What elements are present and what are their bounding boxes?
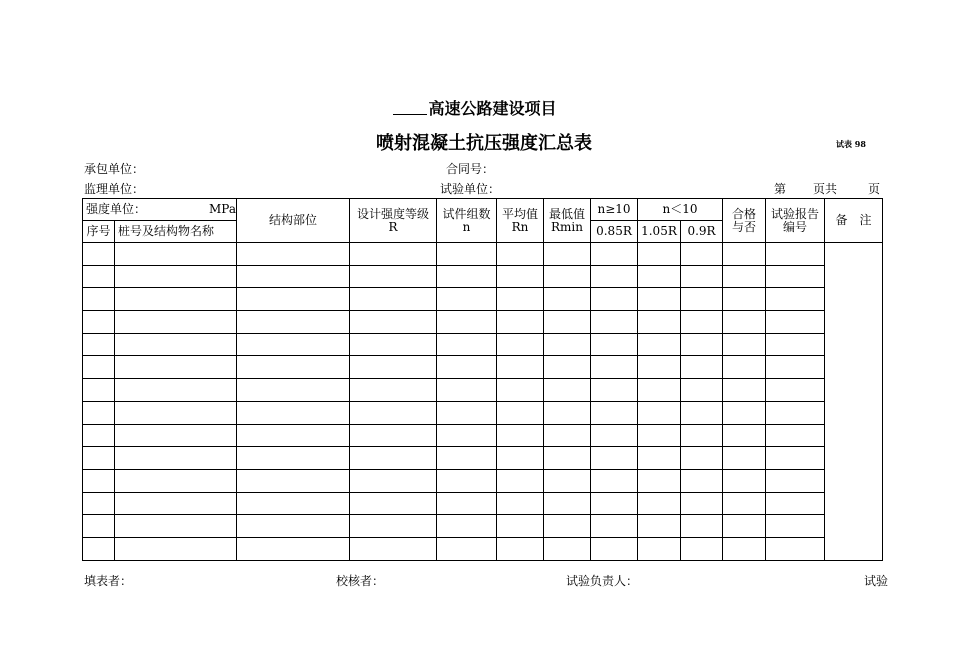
table-cell[interactable] <box>497 379 544 402</box>
table-cell[interactable] <box>350 265 437 288</box>
table-cell[interactable] <box>350 447 437 470</box>
table-row <box>83 492 883 515</box>
table-cell[interactable] <box>766 424 825 447</box>
table-cell[interactable] <box>115 469 237 492</box>
pile-header: 桩号及结构物名称 <box>115 221 237 243</box>
table-cell[interactable] <box>638 333 681 356</box>
table-cell[interactable] <box>766 401 825 424</box>
table-row <box>83 537 883 560</box>
table-cell[interactable] <box>115 401 237 424</box>
table-cell[interactable] <box>83 379 115 402</box>
table-cell[interactable] <box>237 515 350 538</box>
table-cell[interactable] <box>723 265 766 288</box>
table-cell[interactable] <box>237 401 350 424</box>
table-cell[interactable] <box>591 469 638 492</box>
table-cell[interactable] <box>591 401 638 424</box>
table-cell[interactable] <box>638 424 681 447</box>
table-cell[interactable] <box>115 537 237 560</box>
strength-unit-value: MPa <box>209 202 236 216</box>
table-cell[interactable] <box>766 537 825 560</box>
table-cell[interactable] <box>638 288 681 311</box>
table-cell[interactable] <box>766 379 825 402</box>
table-cell[interactable] <box>591 356 638 379</box>
page-label-2: 页共 <box>813 182 838 196</box>
table-cell[interactable] <box>681 243 723 266</box>
table-cell[interactable] <box>83 469 115 492</box>
table-cell[interactable] <box>681 492 723 515</box>
table-cell[interactable] <box>544 356 591 379</box>
table-cell[interactable] <box>237 243 350 266</box>
table-cell[interactable] <box>437 379 497 402</box>
table-cell[interactable] <box>350 243 437 266</box>
table-cell[interactable] <box>350 333 437 356</box>
table-cell[interactable] <box>681 515 723 538</box>
09r-header: 0.9R <box>681 221 723 243</box>
table-cell[interactable] <box>766 356 825 379</box>
table-cell[interactable] <box>437 356 497 379</box>
table-cell[interactable] <box>723 537 766 560</box>
table-cell[interactable] <box>723 469 766 492</box>
table-cell[interactable] <box>83 265 115 288</box>
table-cell[interactable] <box>237 537 350 560</box>
table-cell[interactable] <box>681 401 723 424</box>
project-title <box>0 96 950 119</box>
table-body <box>83 243 883 561</box>
report-label-2: 编号 <box>782 219 807 234</box>
project-title-text: 高速公路建设项目 <box>428 99 557 118</box>
table-cell[interactable] <box>83 401 115 424</box>
design-strength-symbol: R <box>388 219 398 234</box>
table-cell[interactable] <box>723 447 766 470</box>
table-cell[interactable] <box>83 424 115 447</box>
table-cell[interactable] <box>544 243 591 266</box>
table-cell[interactable] <box>83 311 115 334</box>
table-cell[interactable] <box>591 424 638 447</box>
table-cell[interactable] <box>638 356 681 379</box>
table-cell[interactable] <box>437 537 497 560</box>
table-cell[interactable] <box>237 356 350 379</box>
table-cell[interactable] <box>83 288 115 311</box>
table-cell[interactable] <box>591 288 638 311</box>
table-cell[interactable] <box>437 333 497 356</box>
table-cell[interactable] <box>497 401 544 424</box>
table-cell[interactable] <box>638 492 681 515</box>
supervisor-label: 监理单位： <box>84 182 145 196</box>
page-label-3: 页 <box>868 182 881 196</box>
table-row <box>83 447 883 470</box>
design-strength-header <box>350 199 437 243</box>
table-cell[interactable] <box>681 424 723 447</box>
table-cell[interactable] <box>437 424 497 447</box>
table-cell[interactable] <box>723 288 766 311</box>
contractor-label: 承包单位： <box>84 162 145 176</box>
form-number: 试表 98 <box>836 139 866 149</box>
test-unit-label: 试验单位： <box>440 182 501 196</box>
table-cell[interactable] <box>723 243 766 266</box>
table-cell[interactable] <box>591 379 638 402</box>
table-cell[interactable] <box>723 379 766 402</box>
table-cell[interactable] <box>115 515 237 538</box>
table-cell[interactable] <box>350 311 437 334</box>
table-cell[interactable] <box>544 492 591 515</box>
average-symbol: Rn <box>511 219 529 234</box>
table-cell[interactable] <box>350 401 437 424</box>
table-cell[interactable] <box>723 492 766 515</box>
table-row <box>83 288 883 311</box>
table-cell[interactable] <box>497 515 544 538</box>
table-cell[interactable] <box>681 469 723 492</box>
table-cell[interactable] <box>437 288 497 311</box>
pass-label-2: 与否 <box>731 219 756 234</box>
table-cell[interactable] <box>115 447 237 470</box>
table-cell[interactable] <box>237 311 350 334</box>
table-cell[interactable] <box>237 424 350 447</box>
contract-no-label: 合同号： <box>446 162 495 176</box>
table-cell[interactable] <box>544 515 591 538</box>
table-cell[interactable] <box>544 288 591 311</box>
table-cell[interactable] <box>437 265 497 288</box>
table-cell[interactable] <box>237 265 350 288</box>
minimum-symbol: Rmin <box>551 219 583 234</box>
table-cell[interactable] <box>83 447 115 470</box>
report-header <box>766 199 825 243</box>
table-cell[interactable] <box>544 333 591 356</box>
table-cell[interactable] <box>437 243 497 266</box>
table-cell[interactable] <box>544 401 591 424</box>
table-cell[interactable] <box>591 515 638 538</box>
table-cell[interactable] <box>83 537 115 560</box>
average-label: 平均值 <box>501 206 538 221</box>
table-cell[interactable] <box>237 333 350 356</box>
table-cell[interactable] <box>723 333 766 356</box>
table-cell[interactable] <box>497 424 544 447</box>
table-cell[interactable] <box>723 515 766 538</box>
table-cell[interactable] <box>437 311 497 334</box>
table-cell[interactable] <box>437 447 497 470</box>
table-cell[interactable] <box>681 311 723 334</box>
average-header <box>497 199 544 243</box>
table-cell[interactable] <box>681 265 723 288</box>
table-cell[interactable] <box>115 492 237 515</box>
table-cell[interactable] <box>350 469 437 492</box>
table-row <box>83 356 883 379</box>
strength-unit-cell <box>83 199 237 221</box>
table-cell[interactable] <box>115 311 237 334</box>
table-cell[interactable] <box>437 469 497 492</box>
table-cell[interactable] <box>497 537 544 560</box>
seq-header: 序号 <box>83 221 115 243</box>
table-cell[interactable] <box>237 379 350 402</box>
table-row <box>83 469 883 492</box>
table-cell[interactable] <box>237 492 350 515</box>
table-cell[interactable] <box>591 311 638 334</box>
table-cell[interactable] <box>591 447 638 470</box>
strength-unit-label: 强度单位： <box>86 202 147 216</box>
table-cell[interactable] <box>350 288 437 311</box>
table-cell[interactable] <box>497 469 544 492</box>
design-strength-label: 设计强度等级 <box>356 206 429 221</box>
table-cell[interactable] <box>766 515 825 538</box>
table-cell[interactable] <box>350 424 437 447</box>
table-cell[interactable] <box>591 243 638 266</box>
table-cell[interactable] <box>766 288 825 311</box>
table-row <box>83 424 883 447</box>
table-cell[interactable] <box>681 356 723 379</box>
table-cell[interactable] <box>437 401 497 424</box>
table-cell[interactable] <box>237 469 350 492</box>
table-cell[interactable] <box>766 492 825 515</box>
table-cell[interactable] <box>497 447 544 470</box>
table-cell[interactable] <box>638 515 681 538</box>
table-cell[interactable] <box>115 333 237 356</box>
table-cell[interactable] <box>497 311 544 334</box>
table-cell[interactable] <box>681 288 723 311</box>
table-cell[interactable] <box>350 515 437 538</box>
pass-header <box>723 199 766 243</box>
table-cell[interactable] <box>766 243 825 266</box>
project-name-blank <box>393 100 427 115</box>
table-cell[interactable] <box>115 356 237 379</box>
105r-header: 1.05R <box>638 221 681 243</box>
table-row <box>83 401 883 424</box>
table-cell[interactable] <box>638 537 681 560</box>
minimum-header <box>544 199 591 243</box>
table-cell[interactable] <box>115 243 237 266</box>
groups-symbol: n <box>462 219 471 234</box>
table-cell[interactable] <box>497 265 544 288</box>
table-row <box>83 379 883 402</box>
table-cell[interactable] <box>723 356 766 379</box>
table-cell[interactable] <box>766 447 825 470</box>
table-cell[interactable] <box>638 265 681 288</box>
table-cell[interactable] <box>115 288 237 311</box>
report-label-1: 试验报告 <box>770 206 819 221</box>
groups-label: 试件组数 <box>442 206 491 221</box>
table-cell[interactable] <box>350 492 437 515</box>
table-cell[interactable] <box>723 424 766 447</box>
table-cell[interactable] <box>497 492 544 515</box>
table-cell[interactable] <box>638 447 681 470</box>
table-row <box>83 333 883 356</box>
table-cell[interactable] <box>638 379 681 402</box>
table-cell[interactable] <box>237 288 350 311</box>
table-cell[interactable] <box>83 333 115 356</box>
table-cell[interactable] <box>544 447 591 470</box>
table-cell[interactable] <box>766 333 825 356</box>
table-cell[interactable] <box>723 401 766 424</box>
pass-label-1: 合格 <box>731 206 756 221</box>
test-lead-label: 试验负责人： <box>566 574 639 588</box>
summary-table <box>82 198 883 561</box>
table-cell[interactable] <box>638 311 681 334</box>
form-title: 喷射混凝土抗压强度汇总表 <box>376 133 592 154</box>
remark-cell[interactable] <box>825 243 883 561</box>
table-cell[interactable] <box>638 243 681 266</box>
table-cell[interactable] <box>681 379 723 402</box>
page-label-1: 第 <box>774 182 787 196</box>
table-cell[interactable] <box>766 469 825 492</box>
table-cell[interactable] <box>497 243 544 266</box>
table-cell[interactable] <box>544 537 591 560</box>
table-cell[interactable] <box>497 333 544 356</box>
table-cell[interactable] <box>83 492 115 515</box>
table-cell[interactable] <box>83 243 115 266</box>
table-cell[interactable] <box>437 515 497 538</box>
085r-header: 0.85R <box>591 221 638 243</box>
table-row <box>83 243 883 266</box>
table-cell[interactable] <box>638 469 681 492</box>
table-cell[interactable] <box>350 379 437 402</box>
table-cell[interactable] <box>83 515 115 538</box>
table-cell[interactable] <box>723 311 766 334</box>
table-cell[interactable] <box>766 311 825 334</box>
table-cell[interactable] <box>497 356 544 379</box>
checker-label: 校核者： <box>336 574 385 588</box>
table-cell[interactable] <box>350 356 437 379</box>
filler-label: 填表者： <box>84 574 133 588</box>
table-cell[interactable] <box>591 265 638 288</box>
table-cell[interactable] <box>591 492 638 515</box>
minimum-label: 最低值 <box>548 206 585 221</box>
table-row <box>83 311 883 334</box>
table-cell[interactable] <box>237 447 350 470</box>
table-cell[interactable] <box>350 537 437 560</box>
table-cell[interactable] <box>638 401 681 424</box>
table-cell[interactable] <box>544 379 591 402</box>
cut-off-label: 试验 <box>864 574 889 588</box>
table-row <box>83 265 883 288</box>
groups-header <box>437 199 497 243</box>
table-cell[interactable] <box>115 379 237 402</box>
structure-header: 结构部位 <box>237 199 350 243</box>
table-cell[interactable] <box>83 356 115 379</box>
table-cell[interactable] <box>115 424 237 447</box>
table-cell[interactable] <box>766 265 825 288</box>
table-cell[interactable] <box>681 447 723 470</box>
n-ge-10-header: n≥10 <box>591 199 638 221</box>
table-cell[interactable] <box>591 537 638 560</box>
table-cell[interactable] <box>591 333 638 356</box>
table-cell[interactable] <box>681 537 723 560</box>
table-row <box>83 515 883 538</box>
table-cell[interactable] <box>115 265 237 288</box>
table-cell[interactable] <box>544 311 591 334</box>
remark-header: 备 注 <box>825 199 883 243</box>
table-cell[interactable] <box>497 288 544 311</box>
table-cell[interactable] <box>544 265 591 288</box>
table-cell[interactable] <box>437 492 497 515</box>
n-lt-10-header: n＜10 <box>638 199 723 221</box>
table-cell[interactable] <box>544 469 591 492</box>
table-cell[interactable] <box>544 424 591 447</box>
table-cell[interactable] <box>681 333 723 356</box>
